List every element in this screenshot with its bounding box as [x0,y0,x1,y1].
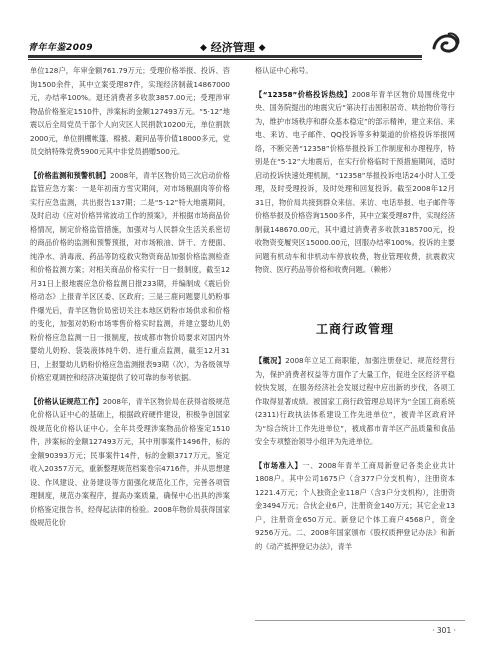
paragraph [255,459,455,554]
entry-body: 2008年青羊区物价局围绕党中央、国务院提出的地震灾后“第决打击囤积居奇、哄抬物价等行为，维护市场秩序和群众基本稳定”的部示精神，建立来信、来电、来访、电子邮件、QQ投诉等多种渠道的价格投诉举报网络，不断完善“12358”价格举报投诉工作制度和办理程序，特别是在“5·12”大地震后，在实行价格临时干预措施期间，适时启动投诉快速处理机制，“12358”举报投诉电话24小时人工受理，及时受理投诉，及时处理和回复投诉。截至2008年12月31日，物价局共接到群众来信、来访、电话举报、电子邮件等价格举报及价格咨询1500多件，其中立案受理87件，实现经济制裁148670.00元，其中通过消费者多收款3185700元，投收物资变履突区15000.00元，回服办结率100%。投诉的主要问题有机动车和非机动车停放收费，物业管理收费，抗震救灾物资、医疗药品等价格和收费问题。（赖彬） [255,89,455,274]
diamond-icon: ◆ [258,43,266,53]
entry-body: 2008年，青羊区物价局三次启动价格监管应急方案：一是年初南方雪灾期间，对市场粮副肉等价格实行应急监测，共出报告137期；二是“5·12”特大地震期间，及时启动《应对价格异常波动工作的预案》，并根据市场商品价格情况，制定价格监管措施，加强对与人民群众生活关系密切的商品价格的监测和预警预报，对市场粮油、饼干、方便面、纯净水、消毒液、药品等防疫救灾物资商品加强价格监测检查和价格监测方案；对相关商品价格实行一日一报制度，截至12月31日上报地震应急价格监测日报233期，并编制成《震后价格动态》上报青羊区区委、区政府；三是三鹿问题婴儿奶粉事件爆光后，青羊区物价局密切关注本地区奶粉市场供求和价格的变化，加强对奶粉市场零售价格实时监测，并建立婴幼儿奶粉价格应急监测一日一报制度，按成都市物价局要求对国内外婴幼儿奶粉、袋装液体纯牛奶、进行重点监测，截至12月31日，上报婴幼儿奶粉价格应急监测报表93期（次），为各级领导价格宏观调控和经济决策提供了较可靠的参考依据。 [30,170,230,382]
paragraph: 格认证中心称号。 [255,66,313,75]
header-rule-thin [28,59,422,60]
section-title: 工商行政管理 [315,321,394,336]
entry-heading: 【概况】 [255,356,286,365]
entry-heading: 【“12358”价格投诉热线】 [255,89,352,99]
entry-heading: 【市场准入】 [255,460,303,470]
entry-body: 一、2008年青羊工商局新登记各类企业共计1808户。其中公司1675户（含377户分支机构），注册资本1221.4万元；个人独资企业118户（含3户分支机构），注册资金3494万元；合伙企业6户，注册资金140万元；其它企业13户，注册资金650万元。新登记个体工商户4568户，资金9256万元。二、2008年国家颁布《股权质押登记办法》和新的《动产抵押登记办法》，青羊 [255,460,455,551]
header-rule [28,55,422,58]
running-header [28,28,464,68]
paragraph: 单位128户，年审金额761.79万元；受理价格举报、投诉、咨询1500余件，其中立案受理87件，实现经济制裁14867000元，办结率100%。退还消费者多收款3857.00元；受理涉审物品价格鉴定1510件，涉案标的金额127493万元。“5·12”地震以后全局党员干部个人向灾区人民捐款10200元，单位捐款2000元，单位捐棚帐篷、棉被、避问品等价值18000多元，党员交纳特殊党费5900元其中非党员捐赠500元。 [30,66,230,156]
diamond-icon: ◆ [200,43,207,53]
section-header-label: 经济管理 [210,41,255,54]
footer-rule [255,620,465,621]
entry-body: 2008年立足工商职能，加强注册登记、规范经营行为，保护消费者权益等方面作了大量工作，促进全区经济平稳较快发展，在服务经济社会发展过程中应出新的步伐，各项工作取得显著成绩。被国家工商行政管理总局评为“全国工商系统(2311)行政执法体系建设工作先进单位”，被青羊区政府评为“综合统计工作先进单位”，被成都市青羊区产品质量和食品安全专项整治领导小组评为先进单位。 [255,356,455,446]
paragraph [255,88,455,277]
right-column [255,64,455,563]
entry-body: 2008年，青羊区物价局在获得省级规范化价格认证中心的基础上，根据政府硬件建设，积极争创国家级规范化价格认证中心。全年共受理涉案物品价格鉴定1510件，涉案标的金额127493万元，其中刑事案件1496件，标的金额90393万元；民事案件14件，标的金额3717万元，鉴定收入20357万元，重新整理规范档案卷宗4716件，并从思想建设、作风建设、业务建设等方面强化规范化工作，完善各项管理制度，规范办案程序，提高办案质量，确保中心出具的涉案价格鉴定报告书，经得起法律的检验。2008年物价局获得国家级规范化价 [30,396,230,527]
paragraph [30,395,230,530]
page-number: · 301 · [432,626,456,635]
entry-heading: 【价格监测和预警机制】 [30,170,110,180]
yearbook-title: 青年年鉴2009 [28,43,94,53]
section-header [200,39,266,55]
entry-heading: 【价格认证规范工作】 [30,396,103,406]
left-column [30,64,230,540]
paragraph [255,354,455,449]
swirl-logo-icon [430,28,462,60]
paragraph [30,169,230,385]
